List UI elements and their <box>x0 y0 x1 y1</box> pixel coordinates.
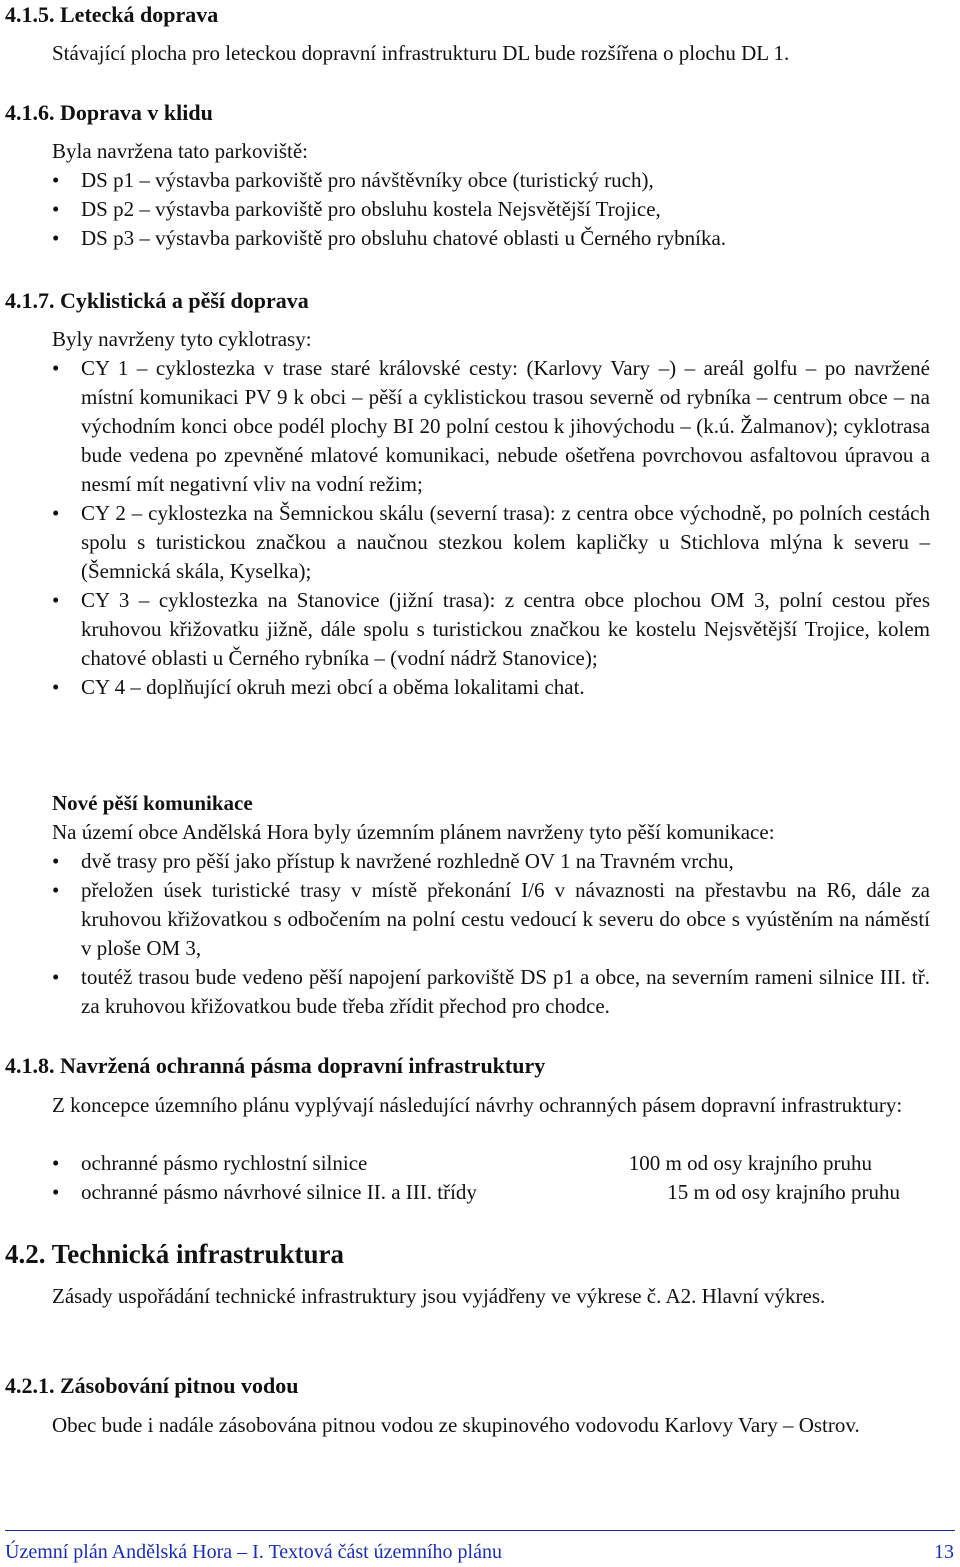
protection-zones-list <box>52 1149 930 1207</box>
section-heading-4-1-7: 4.1.7. Cyklistická a pěší doprava <box>5 288 309 313</box>
section-text-4-2: Zásady uspořádání technické infrastruktury jsou vyjádřeny ve výkrese č. A2. Hlavní výkres. <box>52 1284 826 1308</box>
zone-row <box>52 1178 930 1207</box>
parking-list <box>52 166 930 253</box>
cycle-route-list <box>52 354 930 702</box>
protection-zones-text: Z koncepce územního plánu vyplývají následující návrhy ochranných pásem dopravní infrastruktury: <box>52 1093 903 1117</box>
list-item: • CY 4 – doplňující okruh mezi obcí a oběma lokalitami chat. <box>52 673 930 702</box>
list-item: • CY 3 – cyklostezka na Stanovice (jižní trasa): z centra obce plochou OM 3, polní cestou přes kruhovou křižovatku jižně, dále spolu s turistickou značkou ke kostelu Nejsvětější Trojice, kolem chatové oblasti u Černého rybníka – (vodní nádrž Stanovice); <box>52 586 930 673</box>
list-item: • toutéž trasou bude vedeno pěší napojení parkoviště DS p1 a obce, na severním rameni silnice III. tř. za kruhovou křižovatkou bude třeba zřídit přechod pro chodce. <box>52 963 930 1021</box>
footer-title: Územní plán Andělská Hora – I. Textová část územního plánu <box>5 1541 502 1563</box>
pedestrian-list <box>52 847 930 1021</box>
section-heading-4-1-8: 4.1.8. Navržená ochranná pásma dopravní infrastruktury <box>5 1053 546 1078</box>
list-item: • přeložen úsek turistické trasy v místě překonání I/6 v návaznosti na přestavbu na R6, dále za kruhovou křižovatkou s odbočením na polní cestu vedoucí k severu do obce s vyústěním na náměstí v ploše OM 3, <box>52 876 930 963</box>
section-heading-4-1-5: 4.1.5. Letecká doprava <box>5 2 219 27</box>
page-number: 13 <box>934 1541 954 1563</box>
list-item: • CY 2 – cyklostezka na Šemnickou skálu (severní trasa): z centra obce východně, po polních cestách spolu s turistickou značkou a naučnou stezkou kolem kapličky u Stichlova mlýna k severu – (Šemnická skála, Kyselka); <box>52 499 930 586</box>
section-heading-4-2-1: 4.2.1. Zásobování pitnou vodou <box>5 1373 299 1398</box>
zone-value: 15 m od osy krajního pruhu <box>667 1180 900 1204</box>
pedestrian-intro: Na území obce Andělská Hora byly územním plánem navrženy tyto pěší komunikace: <box>52 820 775 844</box>
footer-divider <box>5 1530 955 1531</box>
section-text-4-1-5: Stávající plocha pro leteckou dopravní infrastrukturu DL bude rozšířena o plochu DL 1. <box>52 41 790 65</box>
list-item: • CY 1 – cyklostezka v trase staré královské cesty: (Karlovy Vary –) – areál golfu – po navržené místní komunikaci PV 9 k obci – pěší a cyklistickou trasou severně od rybníka – centrum obce – na východním konci obce podél plochy BI 20 polní cestou k jihovýchodu – (k.ú. Žalmanov); cyklotrasa bude vedena po zpevněné mlatové komunikaci, nebude ošetřena povrchovou asfaltovou úpravou a nesmí mít negativní vliv na vodní režim; <box>52 354 930 499</box>
pedestrian-heading: Nové pěší komunikace <box>52 791 253 815</box>
zone-row <box>52 1149 930 1178</box>
list-item: • DS p2 – výstavba parkoviště pro obsluhu kostela Nejsvětější Trojice, <box>52 195 930 224</box>
cycle-intro: Byly navrženy tyto cyklotrasy: <box>52 327 312 351</box>
zone-value: 100 m od osy krajního pruhu <box>628 1151 872 1175</box>
list-item: • DS p1 – výstavba parkoviště pro návštěvníky obce (turistický ruch), <box>52 166 930 195</box>
list-item: • dvě trasy pro pěší jako přístup k navržené rozhledně OV 1 na Travném vrchu, <box>52 847 930 876</box>
parking-intro: Byla navržena tato parkoviště: <box>52 139 308 163</box>
section-text-4-2-1: Obec bude i nadále zásobována pitnou vodou ze skupinového vodovodu Karlovy Vary – Ostrov. <box>52 1413 860 1437</box>
zone-label: • ochranné pásmo rychlostní silnice <box>81 1151 368 1175</box>
zone-label: • ochranné pásmo návrhové silnice II. a III. třídy <box>81 1180 477 1204</box>
section-heading-4-2: 4.2. Technická infrastruktura <box>5 1239 345 1269</box>
list-item: • DS p3 – výstavba parkoviště pro obsluhu chatové oblasti u Černého rybníka. <box>52 224 930 253</box>
section-heading-4-1-6: 4.1.6. Doprava v klidu <box>5 100 213 125</box>
